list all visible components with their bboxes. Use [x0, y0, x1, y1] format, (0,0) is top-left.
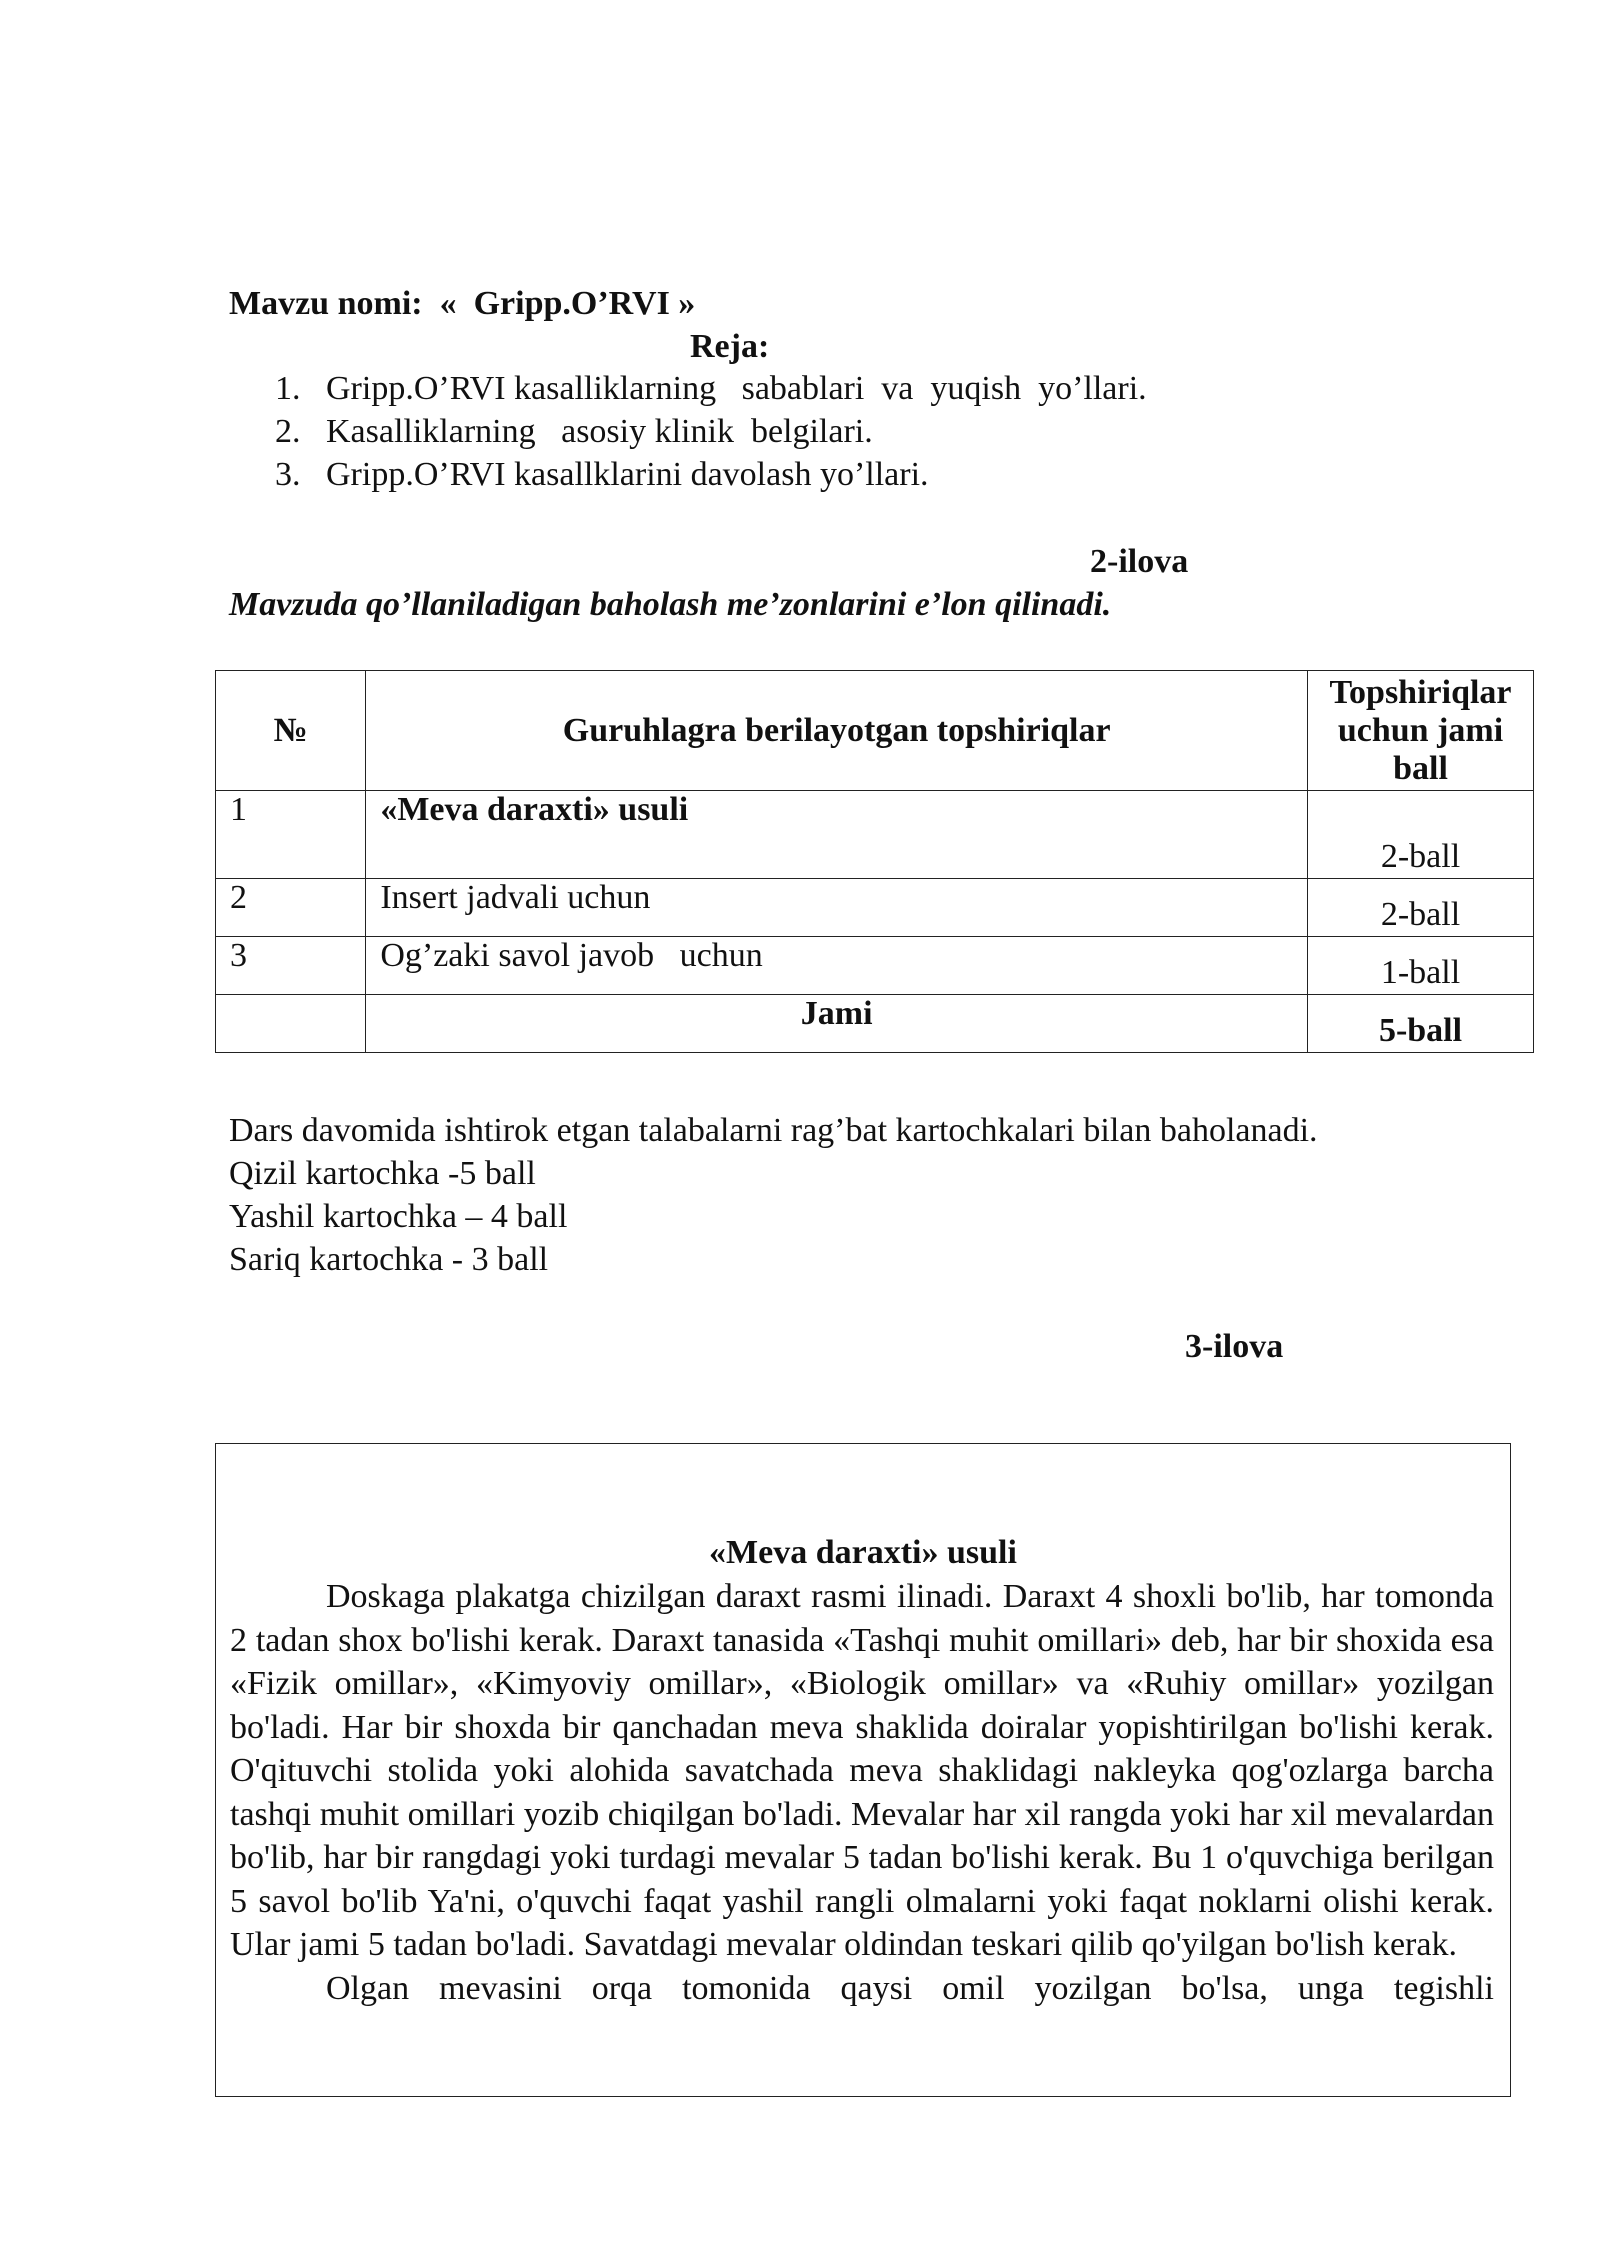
header-task: Guruhlagra berilayotgan topshiriqlar [366, 671, 1308, 791]
plan-list [275, 367, 1147, 496]
row-score: 2-ball [1308, 791, 1534, 879]
header-score: Topshiriqlar uchun jami ball [1308, 671, 1534, 791]
scoring-table [215, 670, 1534, 1053]
appendix-3-label: 3-ilova [1185, 1328, 1284, 1365]
total-label: Jami [366, 995, 1308, 1053]
row-task: «Meva daraxti» usuli [366, 791, 1308, 879]
card-item: Sariq kartochka - 3 ball [229, 1241, 549, 1278]
card-item: Yashil kartochka – 4 ball [229, 1198, 568, 1235]
plan-title: Reja: [690, 328, 770, 365]
table-row [216, 879, 1534, 937]
plan-item: 1. Gripp.O’RVI kasalliklarning sabablari va yuqish yo’llari. [275, 370, 1147, 407]
method-box [215, 1443, 1511, 2097]
total-number-cell [216, 995, 366, 1053]
cards-intro: Dars davomida ishtirok etgan talabalarni rag’bat kartochkalari bilan baholanadi. [229, 1112, 1318, 1149]
total-score: 5-ball [1308, 995, 1534, 1053]
appendix-2-label: 2-ilova [1090, 543, 1189, 580]
row-score: 2-ball [1308, 879, 1534, 937]
plan-item: 3. Gripp.O’RVI kasallklarini davolash yo’llari. [275, 456, 929, 493]
row-number: 1 [216, 791, 366, 879]
method-body [230, 1575, 1494, 2010]
method-paragraph: Doskaga plakatga chizilgan daraxt rasmi ilinadi. Daraxt 4 shoxli bo'lib, har tomonda 2 tadan shox bo'lishi kerak. Daraxt tanasida «Tashqi muhit omillari» deb, har bir shoxida esa «Fizik omillar», «Kimyoviy omillar», «Biologik omillar» va «Ruhiy omillar» yozilgan bo'ladi. Har bir shoxda bir qanchadan meva shaklida doiralar yopishtirilgan bo'lishi kerak. O'qituvchi stolida yoki alohida savatchada meva shaklidagi nakleyka qog'ozlarga barcha tashqi muhit omillari yozib chiqilgan bo'ladi. Mevalar har xil rangda yoki har xil mevalardan bo'lib, har bir rangdagi yoki turdagi mevalar 5 tadan bo'lishi kerak. Bu 1 o'quvchiga berilgan 5 savol bo'lib Ya'ni, o'quvchi faqat yashil rangli olmalarni yoki faqat noklarni olishi kerak. Ular jami 5 tadan bo'ladi. Savatdagi mevalar oldindan teskari qilib qo'yilgan bo'lish kerak. [230, 1578, 1494, 1963]
appendix-2-heading: Mavzuda qo’llaniladigan baholash me’zonlarini e’lon qilinadi. [229, 586, 1112, 623]
row-number: 3 [216, 937, 366, 995]
table-total-row [216, 995, 1534, 1053]
row-task: Insert jadvali uchun [366, 879, 1308, 937]
table-header-row [216, 671, 1534, 791]
plan-item: 2. Kasalliklarning asosiy klinik belgilari. [275, 413, 873, 450]
header-number: № [216, 671, 366, 791]
table-row [216, 791, 1534, 879]
row-number: 2 [216, 879, 366, 937]
row-score: 1-ball [1308, 937, 1534, 995]
row-task: Og’zaki savol javob uchun [366, 937, 1308, 995]
method-title: «Meva daraxti» usuli [709, 1534, 1017, 1571]
method-paragraph: Olgan mevasini orqa tomonida qaysi omil yozilgan bo'lsa, unga tegishli [326, 1969, 1494, 2007]
topic-title: Mavzu nomi: « Gripp.O’RVI » [229, 285, 696, 322]
table-row [216, 937, 1534, 995]
card-item: Qizil kartochka -5 ball [229, 1155, 536, 1192]
